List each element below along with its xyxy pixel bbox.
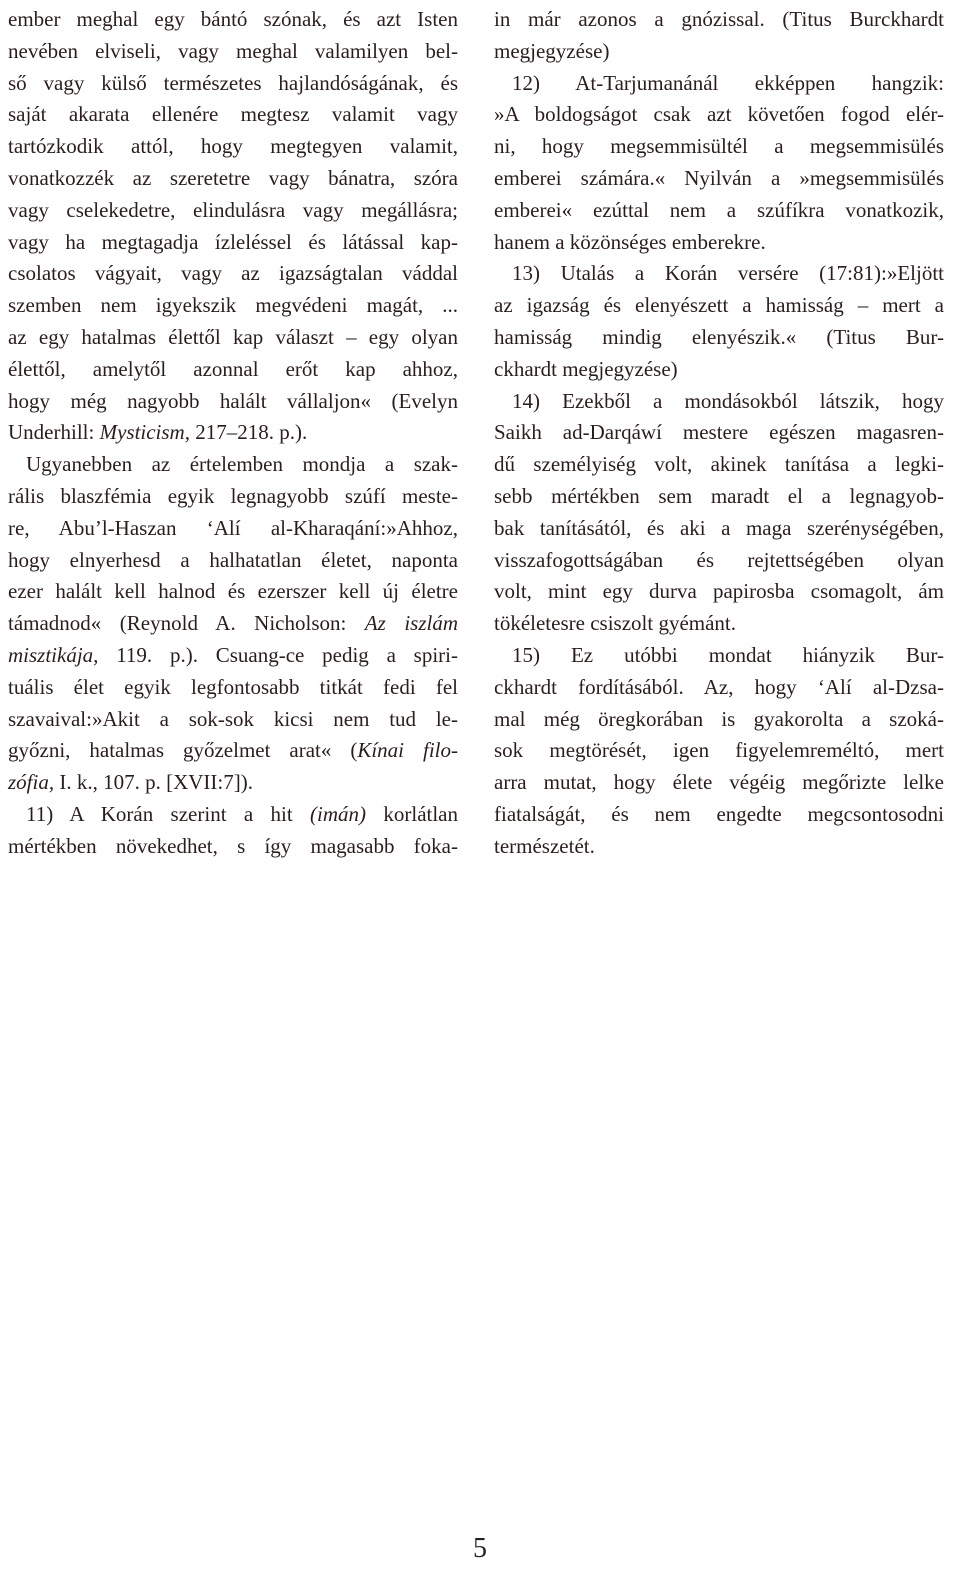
text-line: hogy még nagyobb halált vállaljon« (Evelyn: [8, 388, 458, 413]
text-line: re, Abu’l-Haszan ‘Alí al-Kharaqání:»Ahhoz,: [8, 515, 458, 540]
footnote-12: [494, 68, 944, 259]
text-fragment: 217–218. p.).: [189, 420, 308, 445]
text-line: [8, 608, 458, 640]
text-line: sok megtörését, igen figyelemreméltó, mert: [494, 738, 944, 763]
text-line: emberei« ezúttal nem a szúfíkra vonatkozik,: [494, 197, 944, 222]
text-fragment: 11) A Korán szerint a hit: [26, 801, 311, 826]
text-line: saját akarata ellenére megtesz valamit vagy: [8, 102, 458, 127]
paragraph-underhill-quote: [8, 4, 458, 449]
text-line: [8, 417, 458, 449]
text-line: természetét.: [494, 833, 595, 858]
text-line: volt, mint egy durva papirosba csomagolt, ám: [494, 579, 944, 604]
italic-title: misztikája,: [8, 642, 99, 667]
footnote-13: [494, 258, 944, 385]
text-line: ckhardt fordításából. Az, hogy ‘Alí al-Dzsa-: [494, 674, 944, 699]
text-line: 15) Ez utóbbi mondat hiányzik Bur-: [512, 642, 944, 667]
text-line: ni, hogy megsemmisültél a megsemmisülés: [494, 134, 944, 159]
text-line: mértékben növekedhet, s így magasabb foka-: [8, 833, 458, 858]
text-line: vonatkozzék az szeretetre vagy bánatra, szóra: [8, 165, 458, 190]
left-column: [8, 4, 458, 863]
italic-term: (imán): [310, 801, 367, 826]
right-column: [494, 4, 944, 863]
text-line: tökéletesre csiszolt gyémánt.: [494, 611, 737, 636]
text-line: ső vagy külső természetes hajlandóságának, és: [8, 70, 458, 95]
text-line: hanem a közönséges emberekre.: [494, 229, 766, 254]
footnote-14: [494, 386, 944, 640]
text-line: vagy ha megtagadja ízleléssel és látással kap-: [8, 229, 458, 254]
paragraph-kharaqani: [8, 449, 458, 799]
text-line: [8, 767, 458, 799]
text-line: szemben nem igyekszik megvédeni magát, ...: [8, 293, 458, 318]
text-line: in már azonos a gnózissal. (Titus Burckhardt: [494, 7, 944, 31]
italic-title: Mysticism,: [99, 420, 190, 445]
text-line: arra mutat, hogy élete végéig megőrizte lelke: [494, 770, 944, 795]
text-line: »A boldogságot csak azt követően fogod elér-: [494, 102, 944, 127]
text-fragment: győzni, hatalmas győzelmet arat« (: [8, 738, 358, 763]
text-line: vagy cselekedetre, elindulásra vagy megállásra;: [8, 197, 458, 222]
text-line: mal még öregkorában is gyakorolta a szoká-: [494, 706, 944, 731]
text-fragment: 119. p.). Csuang-ce pedig a spiri-: [98, 642, 458, 667]
italic-title: Az iszlám: [364, 611, 458, 636]
text-line: tartózkodik attól, hogy megtegyen valamit,: [8, 134, 458, 159]
text-line: ckhardt megjegyzése): [494, 356, 678, 381]
italic-title: Kínai filo-: [357, 738, 458, 763]
text-line: emberei számára.« Nyilván a »megsemmisülés: [494, 165, 944, 190]
text-line: csolatos vágyait, vagy az igazságtalan váddal: [8, 261, 458, 286]
text-line: [8, 640, 458, 672]
footnote-11: [8, 799, 458, 863]
text-line: bak tanításától, és aki a maga szerénységében,: [494, 515, 944, 540]
text-line: rális blaszfémia egyik legnagyobb szúfí meste-: [8, 483, 458, 508]
text-line: sebb mértékben sem maradt el a legnagyob-: [494, 483, 944, 508]
page-number: 5: [473, 1533, 487, 1564]
footnote-15: [494, 640, 944, 863]
text-fragment: támadnod« (Reynold A. Nicholson:: [8, 611, 365, 636]
text-line: 14) Ezekből a mondásokból látszik, hogy: [512, 388, 944, 413]
text-fragment: I. k., 107. p. [XVII:7]).: [54, 770, 253, 795]
text-line: tuális élet egyik legfontosabb titkát fedi fel: [8, 674, 458, 699]
text-line: fiatalságát, és nem engedte megcsontosodni: [494, 801, 944, 826]
footnote-10-continued: [494, 4, 944, 68]
text-line: az igazság és elenyészett a hamisság – mert a: [494, 293, 944, 318]
text-fragment: korlátlan: [366, 801, 459, 826]
text-line: 13) Utalás a Korán versére (17:81):»Eljött: [512, 261, 944, 286]
text-line: dű személyiség volt, akinek tanítása a legki-: [494, 452, 944, 477]
text-line: ember meghal egy bántó szónak, és azt Isten: [8, 7, 458, 31]
text-line: 12) At-Tarjumanánál ekképpen hangzik:: [512, 70, 944, 95]
text-line: az egy hatalmas élettől kap választ – egy olyan: [8, 324, 458, 349]
text-line: visszafogottságában és rejtettségében olyan: [494, 547, 944, 572]
text-line: élettől, amelytől azonnal erőt kap ahhoz,: [8, 356, 458, 381]
text-line: hamisság mindig elenyészik.« (Titus Bur-: [494, 324, 944, 349]
text-line: ezer halált kell halnod és ezerszer kell új életre: [8, 579, 458, 604]
text-line: [8, 735, 458, 767]
text-fragment: Underhill:: [8, 420, 100, 445]
text-line: megjegyzése): [494, 38, 610, 63]
italic-title: zófia,: [8, 770, 55, 795]
text-line: Saikh ad-Darqáwí mestere egészen magasren-: [494, 420, 944, 445]
text-line: szavaival:»Akit a sok-sok kicsi nem tud le-: [8, 706, 458, 731]
text-line: Ugyanebben az értelemben mondja a szak-: [26, 452, 458, 477]
text-line: hogy elnyerhesd a halhatatlan életet, naponta: [8, 547, 458, 572]
text-line: nevében elviseli, vagy meghal valamilyen bel-: [8, 38, 458, 63]
text-line: [8, 799, 458, 831]
